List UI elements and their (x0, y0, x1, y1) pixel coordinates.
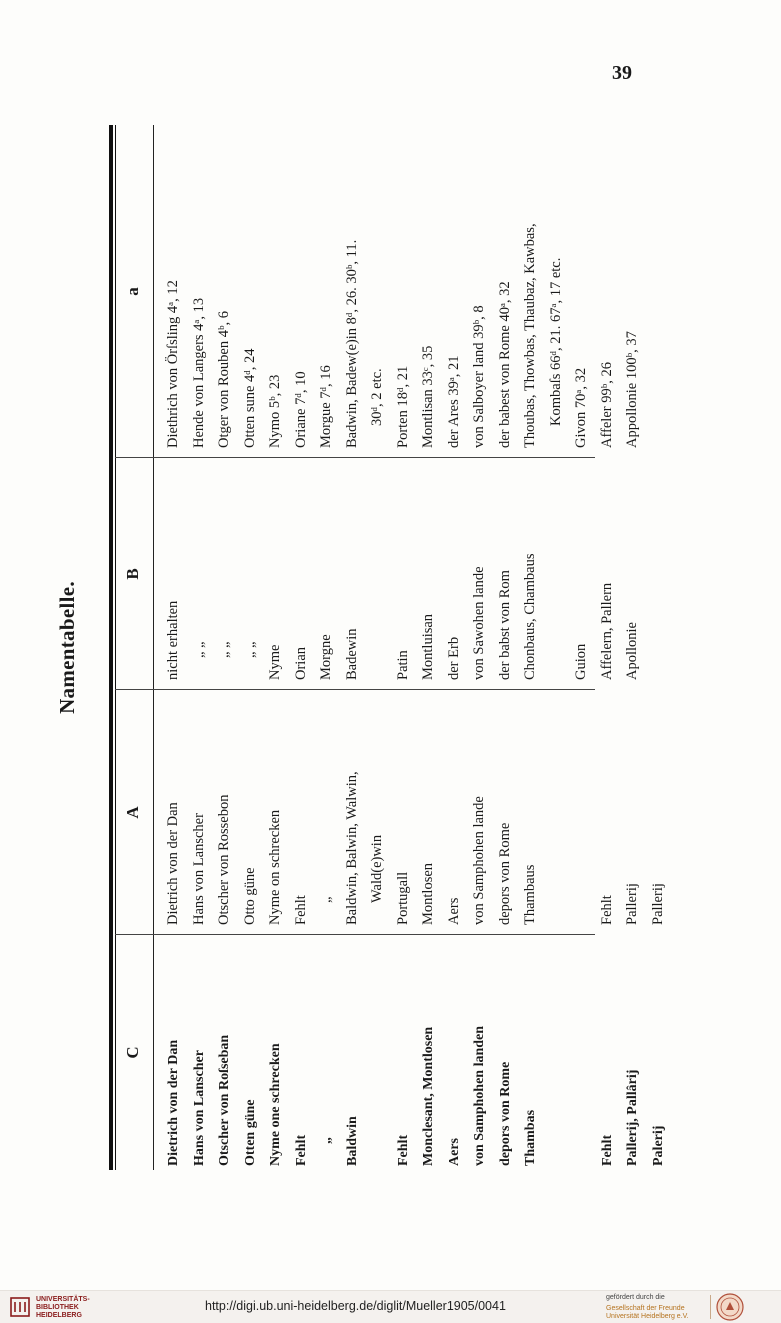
sponsor-name-line: Gesellschaft der Freunde (606, 1305, 685, 1312)
table-cell: Chonbaus, Chambaus (522, 553, 538, 680)
table-cell: Nymo 5ᵇ, 23 (267, 374, 283, 448)
digitization-footer (0, 1290, 781, 1323)
page-number: 39 (612, 62, 632, 84)
library-name (36, 1296, 90, 1320)
table-cell: Badewin (343, 628, 360, 680)
column-divider (115, 934, 595, 935)
sponsor-name-line: Universität Heidelberg e.V. (606, 1313, 689, 1320)
table-cell: Fehlt (395, 1134, 411, 1166)
table-cell: „ „ (190, 641, 207, 658)
top-rule-thin (115, 125, 116, 1170)
table-cell: Otscher von Roſseban (217, 1034, 232, 1166)
table-cell: Otger von Rouben 4ᵇ, 6 (216, 311, 232, 448)
table-cell: Orian (292, 646, 309, 680)
table-cell (569, 1026, 595, 1166)
table-cell (646, 223, 672, 448)
column-header-a: A (123, 806, 142, 819)
table-cell: Montluisan (420, 613, 436, 680)
permalink-url[interactable]: http://digi.ub.uni-heidelberg.de/diglit/Mueller1905/0041 (205, 1299, 506, 1313)
table-cell: Baldwin, Balwin, Walwin, (343, 771, 360, 925)
table-cell: von Sawohen lande (471, 566, 487, 680)
table-cell: Affelern, Pallern (598, 582, 615, 680)
column-a-list (161, 771, 671, 925)
table-cell: der Erb (445, 636, 462, 680)
table-cell (544, 554, 570, 680)
table-cell: Baldwin (344, 1116, 360, 1166)
table-cell: Affeler 99ᵇ, 26 (598, 362, 615, 448)
column-c-list (161, 1026, 671, 1166)
table-cell: Fehlt (598, 895, 615, 925)
table-cell: Wald(e)win (369, 834, 385, 903)
table-cell: der Ares 39ᵃ, 21 (445, 355, 462, 448)
table-cell: Appollonie 100ᵇ, 37 (624, 331, 640, 448)
table-cell: Otto güne (241, 867, 258, 925)
sponsor-name (606, 1305, 689, 1321)
table-cell: Patin (394, 650, 411, 680)
table-cell: Oriane 7ᵈ, 10 (292, 371, 309, 448)
table-cell: 30ᵈ, 2 etc. (369, 368, 385, 426)
table-cell: Portugall (394, 871, 411, 925)
column-b-list (161, 554, 671, 680)
table-cell: Thambas (523, 1109, 538, 1166)
footer-divider (710, 1295, 711, 1319)
table-cell: Fehlt (293, 1134, 309, 1166)
column-a-lower-list (161, 223, 671, 448)
table-cell: Nyme one schrecken (268, 1043, 283, 1166)
table-cell: Thoubas, Thowbas, Thaubaz, Kawbas, (522, 223, 538, 448)
top-rule-thick (109, 125, 113, 1170)
table-cell: Apollonie (624, 622, 640, 680)
library-logo-icon (10, 1297, 30, 1317)
table-cell: Montlosen (420, 862, 436, 925)
table-cell: der babest von Rome 40ᵃ, 32 (496, 281, 513, 448)
table-cell: Dietrich von der Dan (165, 802, 181, 925)
table-cell (544, 771, 570, 925)
table-cell: nicht erhalten (165, 600, 181, 680)
table-cell: der babst von Rom (496, 570, 513, 680)
table-cell: Hende von Langers 4ᵃ, 13 (190, 297, 207, 448)
library-name-line: BIBLIOTHEK (36, 1304, 79, 1311)
table-cell: Hans von Lanscher (191, 1050, 207, 1166)
table-cell (365, 554, 391, 680)
table-cell: Diethrich von Örſsling 4ᵃ, 12 (165, 280, 181, 448)
table-cell: Aers (445, 897, 462, 925)
table-cell: depors von Rome (496, 822, 513, 925)
column-header-b: B (123, 568, 142, 580)
university-seal-icon (716, 1293, 744, 1321)
table-cell: Palerij (650, 1125, 666, 1166)
table-cell: Otten sune 4ᵈ, 24 (241, 348, 258, 448)
table-cell: Dietrich von der Dan (166, 1039, 181, 1166)
column-header-c: C (123, 1046, 142, 1059)
table-cell (569, 771, 595, 925)
table-cell: Porten 18ᵈ, 21 (394, 365, 411, 448)
table-cell: Otten güne (242, 1099, 258, 1166)
table-cell: Fehlt (292, 895, 309, 925)
table-cell: Badwin, Badew(e)in 8ᵈ, 26. 30ᵇ, 11. (343, 239, 360, 448)
name-table (55, 125, 665, 1170)
table-cell: Pallerij (649, 883, 666, 925)
table-cell: Monclesant, Montlosen (421, 1026, 436, 1166)
table-cell: „ (318, 896, 334, 903)
table-cell: Morgue 7ᵈ, 16 (318, 365, 334, 448)
table-cell: „ „ (216, 641, 232, 658)
column-divider (115, 457, 595, 458)
column-divider (115, 689, 595, 690)
header-rule (153, 125, 154, 1170)
table-cell: „ (319, 1137, 334, 1144)
column-header-a-lower: a (123, 287, 142, 296)
table-cell: von Salboyer land 39ᵇ, 8 (471, 305, 487, 448)
table-cell: Montlisan 33ᶜ, 35 (420, 345, 436, 448)
library-name-line: UNIVERSITÄTS- (36, 1296, 90, 1303)
table-cell: Hans von Lanscher (190, 813, 207, 925)
table-cell: Aers (446, 1138, 462, 1166)
table-cell: „ „ (241, 641, 258, 658)
table-cell: Pallerij, Pallârij (625, 1069, 640, 1166)
table-cell (365, 1026, 391, 1166)
table-cell: Pallerij (624, 883, 640, 925)
table-cell: Kombaſs 66ᵈ, 21. 67ᵃ, 17 etc. (547, 257, 564, 426)
table-cell: Otscher von Rossebon (216, 794, 232, 925)
table-cell: Morgne (318, 634, 334, 680)
library-name-line: HEIDELBERG (36, 1312, 82, 1319)
table-cell: Guion (573, 643, 589, 680)
table-cell (544, 1026, 570, 1166)
funded-by-label: gefördert durch die (606, 1294, 665, 1301)
table-cell: von Samphohen landen (472, 1025, 487, 1166)
table-cell: Nyme (267, 644, 283, 680)
table-cell: Givon 70ᵃ, 32 (573, 367, 589, 448)
table-cell: Fehlt (599, 1134, 615, 1166)
table-title: Namentabelle. (55, 581, 79, 714)
table-cell: von Samphohen lande (471, 796, 487, 925)
table-cell: Thambaus (522, 864, 538, 925)
table-cell (646, 554, 672, 680)
table-cell: Nyme on schrecken (267, 809, 283, 925)
table-cell: depors von Rome (497, 1061, 513, 1166)
